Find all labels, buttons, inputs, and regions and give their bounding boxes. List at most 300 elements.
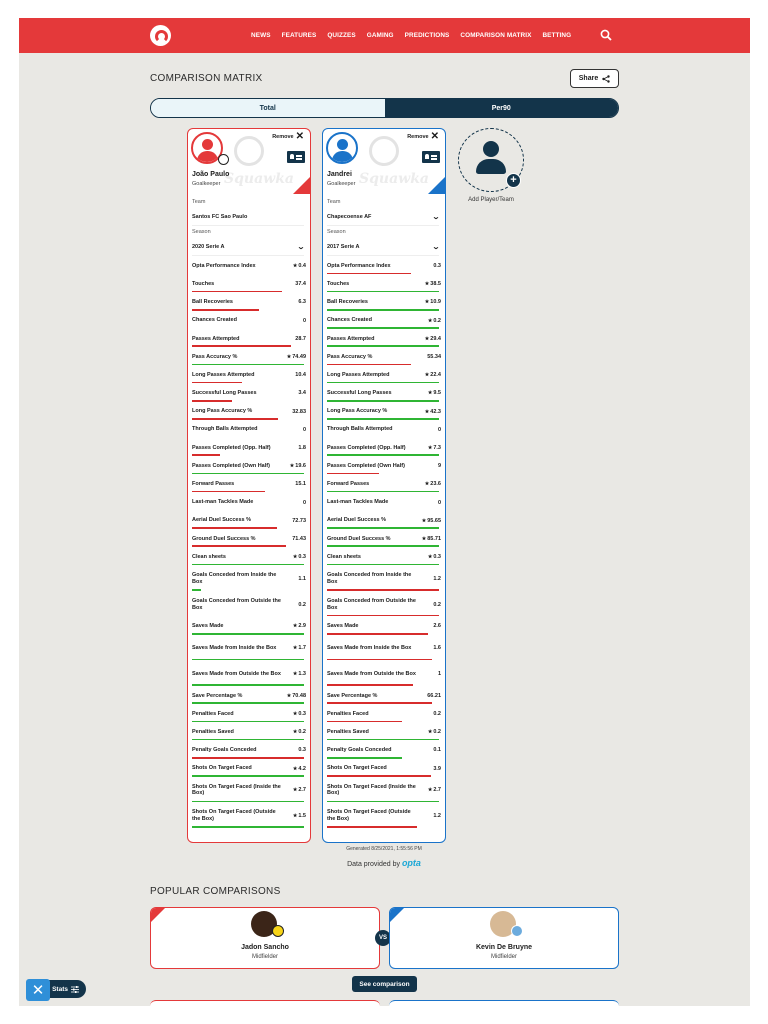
stat-value xyxy=(428,318,441,324)
stat-value xyxy=(293,787,306,793)
club-badge-icon xyxy=(272,925,284,937)
stat-label: Saves Made xyxy=(192,623,224,630)
watermark-logo-icon xyxy=(234,136,264,166)
stat-value xyxy=(298,576,306,582)
stat-value xyxy=(292,518,306,524)
stat-value-text: 1 xyxy=(437,670,441,677)
stat-row xyxy=(323,705,445,723)
stat-label: Long Passes Attempted xyxy=(327,371,390,378)
star-icon: ★ xyxy=(427,787,433,794)
stat-value-text: 4.2 xyxy=(298,765,306,772)
stat-value xyxy=(422,536,441,542)
watermark: Squawka xyxy=(359,171,429,187)
stat-value xyxy=(438,427,441,433)
stat-value-text: 1.6 xyxy=(433,645,441,652)
stat-label: Through Balls Attempted xyxy=(327,426,393,433)
stat-value-text: 9 xyxy=(437,463,441,470)
stat-value-text: 70.48 xyxy=(292,692,306,699)
nav-betting[interactable]: BETTING xyxy=(542,32,572,39)
stats-widget-label: Stats xyxy=(52,985,68,993)
stat-row xyxy=(323,760,445,778)
stat-row xyxy=(188,384,310,402)
stat-value xyxy=(292,536,306,542)
next-popular-card-right xyxy=(389,1000,619,1006)
star-icon: ★ xyxy=(292,670,298,677)
stat-label: Passes Completed (Own Half) xyxy=(192,462,270,469)
player-card-header xyxy=(323,129,445,196)
squawka-logo[interactable] xyxy=(150,25,171,46)
share-label: Share xyxy=(578,75,599,82)
stat-value-text: 22.4 xyxy=(430,372,441,379)
stat-value xyxy=(293,554,306,560)
stat-bar xyxy=(192,757,304,759)
stat-row xyxy=(188,566,310,592)
stat-bar xyxy=(327,801,439,803)
stat-row xyxy=(323,384,445,402)
stat-row xyxy=(323,778,445,804)
star-icon: ★ xyxy=(421,535,427,542)
stat-bar xyxy=(327,309,439,311)
popular-comparisons-title: POPULAR COMPARISONS xyxy=(150,886,281,897)
stat-bar xyxy=(192,454,220,456)
team-select[interactable] xyxy=(327,208,439,226)
stat-value xyxy=(303,500,306,506)
stat-label: Long Pass Accuracy % xyxy=(192,408,253,415)
stat-value-text: 1.2 xyxy=(433,813,441,820)
popular-player-card-left[interactable] xyxy=(150,907,380,969)
stat-value-text: 2.7 xyxy=(433,787,441,794)
star-icon: ★ xyxy=(427,554,433,561)
stat-value-text: 0.3 xyxy=(298,554,306,561)
stat-value-text: 1.5 xyxy=(298,813,306,820)
stat-row xyxy=(323,312,445,330)
stat-row xyxy=(188,475,310,493)
stat-row xyxy=(188,257,310,275)
stat-bar xyxy=(192,684,304,686)
stat-bar xyxy=(192,491,265,493)
stat-value xyxy=(298,299,306,305)
stat-row xyxy=(323,512,445,530)
stat-value xyxy=(425,481,441,487)
stat-label: Ball Recoveries xyxy=(192,299,233,306)
page xyxy=(19,18,750,1006)
player-name: João Paulo xyxy=(192,171,230,178)
stat-value xyxy=(422,518,441,524)
stat-bar xyxy=(192,309,259,311)
opta-logo: opta xyxy=(401,858,421,868)
star-icon: ★ xyxy=(424,372,430,379)
plus-icon: + xyxy=(506,173,521,188)
stat-bar xyxy=(327,775,431,777)
nav-quizzes[interactable]: QUIZZES xyxy=(327,32,356,39)
stat-row xyxy=(188,778,310,804)
stat-value-text: 10.9 xyxy=(430,299,441,306)
stat-value xyxy=(433,747,441,753)
stat-value-text: 1.3 xyxy=(298,670,306,677)
stat-label: Chances Created xyxy=(192,317,237,324)
stat-bar xyxy=(192,659,304,661)
stat-label: Saves Made from Outside the Box xyxy=(327,670,416,677)
stat-label: Opta Performance Index xyxy=(327,262,391,269)
stat-label: Forward Passes xyxy=(327,481,370,488)
stat-bar xyxy=(327,273,411,275)
chevron-down-icon: ⌄ xyxy=(431,213,441,221)
season-label: Season xyxy=(327,229,346,235)
stat-value xyxy=(293,766,306,772)
stat-label: Long Passes Attempted xyxy=(192,371,255,378)
id-card-icon[interactable] xyxy=(287,151,305,163)
stat-value-text: 0.2 xyxy=(433,317,441,324)
add-player-label: Add Player/Team xyxy=(468,197,514,203)
star-icon: ★ xyxy=(292,554,298,561)
stat-list xyxy=(323,257,445,829)
stat-value-text: 0.2 xyxy=(298,601,306,608)
stat-row xyxy=(188,548,310,566)
stat-value xyxy=(428,729,441,735)
player-position: Goalkeeper xyxy=(192,181,221,187)
star-icon: ★ xyxy=(424,481,430,488)
stat-value-text: 37.4 xyxy=(295,281,306,288)
stat-value xyxy=(298,445,306,451)
stat-value-text: 3.4 xyxy=(298,390,306,397)
star-icon: ★ xyxy=(292,729,298,736)
stat-value-text: 1.2 xyxy=(433,575,441,582)
team-select[interactable] xyxy=(192,208,304,226)
stat-row xyxy=(323,257,445,275)
popular-player-position: Midfielder xyxy=(490,954,517,960)
stat-bar xyxy=(192,473,304,475)
remove-label: Remove xyxy=(272,134,294,140)
stat-value xyxy=(433,711,441,717)
star-icon: ★ xyxy=(427,317,433,324)
stat-value xyxy=(433,813,441,819)
stat-row xyxy=(323,661,445,687)
stat-label: Penalty Goals Conceded xyxy=(327,747,392,754)
stat-value xyxy=(438,671,441,677)
stat-value xyxy=(295,281,306,287)
star-icon: ★ xyxy=(424,281,430,288)
stat-bar xyxy=(327,545,439,547)
stat-row xyxy=(323,741,445,759)
popular-player-name: Kevin De Bruyne xyxy=(475,944,533,951)
stat-row xyxy=(188,741,310,759)
stat-value-text: 0.3 xyxy=(298,711,306,718)
stat-bar xyxy=(192,633,304,635)
stat-value-text: 0.4 xyxy=(298,263,306,270)
stat-value-text: 95.65 xyxy=(427,517,441,524)
stat-value-text: 7.3 xyxy=(433,444,441,451)
stat-value xyxy=(293,645,306,651)
stat-label: Goals Conceded from Inside the Box xyxy=(327,572,412,585)
stat-label: Penalties Faced xyxy=(192,710,234,717)
nav-features[interactable]: FEATURES xyxy=(281,32,317,39)
stat-value xyxy=(298,747,306,753)
star-icon: ★ xyxy=(292,711,298,718)
stat-label: Goals Conceded from Inside the Box xyxy=(192,572,277,585)
see-comparison-button[interactable]: See comparison xyxy=(352,976,417,992)
nav-news[interactable]: NEWS xyxy=(251,32,271,39)
season-select[interactable] xyxy=(192,238,304,256)
season-value: 2017 Serie A xyxy=(327,243,360,250)
stat-value-text: 0.2 xyxy=(433,711,441,718)
close-icon: ✕ xyxy=(430,131,439,142)
stat-value xyxy=(433,645,441,651)
stat-bar xyxy=(192,739,304,741)
stat-value-text: 15.1 xyxy=(295,481,306,488)
player-card xyxy=(322,128,446,843)
stat-bar xyxy=(327,615,439,617)
stat-label: Penalties Saved xyxy=(192,728,234,735)
stat-label: Opta Performance Index xyxy=(192,262,256,269)
stat-bar xyxy=(192,801,304,803)
stat-row xyxy=(188,293,310,311)
stat-bar xyxy=(192,345,291,347)
stat-row xyxy=(323,636,445,662)
stat-row xyxy=(188,439,310,457)
stat-label: Ground Duel Success % xyxy=(192,535,256,542)
close-widget-button[interactable] xyxy=(26,979,50,1001)
remove-player-button[interactable] xyxy=(272,133,304,141)
club-badge-icon xyxy=(511,925,523,937)
stat-row xyxy=(188,530,310,548)
stat-value-text: 28.7 xyxy=(295,335,306,342)
stat-row xyxy=(323,493,445,511)
total-per90-toggle xyxy=(150,98,619,118)
stat-bar xyxy=(192,564,304,566)
stat-row xyxy=(188,636,310,662)
stat-row xyxy=(323,530,445,548)
stat-value-text: 9.5 xyxy=(433,390,441,397)
stat-label: Aerial Duel Success % xyxy=(327,517,387,524)
generated-timestamp: Generated 8/25/2021, 1:55:56 PM xyxy=(346,846,422,852)
stat-value xyxy=(298,602,306,608)
player-card xyxy=(187,128,311,843)
stat-value xyxy=(425,409,441,415)
stat-value xyxy=(438,463,441,469)
stat-row xyxy=(323,475,445,493)
stat-bar xyxy=(327,721,402,723)
stat-value xyxy=(293,623,306,629)
nav-gaming[interactable]: GAMING xyxy=(366,32,394,39)
stat-bar xyxy=(327,418,439,420)
stat-label: Passes Attempted xyxy=(327,335,375,342)
stat-bar xyxy=(192,775,304,777)
card-corner-accent xyxy=(428,177,445,194)
stat-bar xyxy=(327,382,439,384)
page-title: COMPARISON MATRIX xyxy=(150,73,263,84)
card-corner-accent xyxy=(293,177,310,194)
stat-value xyxy=(425,336,441,342)
stat-row xyxy=(188,723,310,741)
stat-value xyxy=(293,711,306,717)
search-icon[interactable] xyxy=(600,29,612,41)
popular-player-position: Midfielder xyxy=(251,954,278,960)
star-icon: ★ xyxy=(427,729,433,736)
stat-bar xyxy=(327,757,402,759)
vs-badge: VS xyxy=(375,930,391,946)
stat-row xyxy=(188,661,310,687)
stat-value-text: 71.43 xyxy=(292,535,306,542)
main-nav xyxy=(251,18,582,53)
id-card-icon[interactable] xyxy=(422,151,440,163)
stat-value xyxy=(290,463,306,469)
stat-row xyxy=(323,592,445,618)
star-icon: ★ xyxy=(424,408,430,415)
player-card-header xyxy=(188,129,310,196)
stat-value-text: 0.2 xyxy=(298,729,306,736)
stat-bar xyxy=(327,291,439,293)
stat-value xyxy=(295,336,306,342)
stat-value-text: 55.34 xyxy=(427,354,441,361)
stat-bar xyxy=(192,545,286,547)
stat-value-text: 0 xyxy=(302,317,306,324)
stat-bar xyxy=(327,659,432,661)
stat-label: Penalty Goals Conceded xyxy=(192,747,257,754)
team-value: Santos FC Sao Paulo xyxy=(192,213,248,220)
stat-row xyxy=(188,348,310,366)
stat-label: Long Pass Accuracy % xyxy=(327,408,388,415)
sliders-icon xyxy=(71,986,79,993)
stat-row xyxy=(323,439,445,457)
stat-value-text: 0 xyxy=(437,426,441,433)
stat-row xyxy=(188,493,310,511)
stat-bar xyxy=(327,400,439,402)
stat-bar xyxy=(327,739,439,741)
season-value: 2020 Serie A xyxy=(192,243,225,250)
watermark-logo-icon xyxy=(369,136,399,166)
stat-label: Shots On Target Faced xyxy=(192,765,252,772)
stat-row xyxy=(323,275,445,293)
stat-label: Penalties Saved xyxy=(327,728,369,735)
close-icon: ✕ xyxy=(31,982,45,999)
stat-value xyxy=(425,281,441,287)
star-icon: ★ xyxy=(292,623,298,630)
watermark: Squawka xyxy=(224,171,294,187)
stat-label: Aerial Duel Success % xyxy=(192,517,252,524)
top-nav-bar xyxy=(19,18,750,53)
stat-bar xyxy=(327,327,439,329)
stat-value-text: 0 xyxy=(437,499,441,506)
stat-row xyxy=(323,723,445,741)
stat-value xyxy=(433,623,441,629)
club-badge-icon xyxy=(218,154,229,165)
popular-player-card-right[interactable] xyxy=(389,907,619,969)
stat-value xyxy=(287,693,306,699)
stat-row xyxy=(323,803,445,829)
stat-row xyxy=(188,457,310,475)
stat-bar xyxy=(192,527,277,529)
share-button[interactable] xyxy=(570,69,619,88)
stat-bar xyxy=(192,364,304,366)
stat-row xyxy=(188,421,310,439)
stat-value xyxy=(433,602,441,608)
stat-row xyxy=(188,330,310,348)
chevron-down-icon: ⌄ xyxy=(431,243,441,251)
stat-label: Ground Duel Success % xyxy=(327,535,391,542)
star-icon: ★ xyxy=(424,299,430,306)
provided-label: Data provided by xyxy=(347,861,400,868)
stat-value-text: 2.7 xyxy=(298,787,306,794)
stat-bar xyxy=(327,527,439,529)
stat-row xyxy=(323,330,445,348)
stat-label: Saves Made from Inside the Box xyxy=(327,645,412,652)
stat-value-text: 0.3 xyxy=(298,747,306,754)
stat-bar xyxy=(192,702,304,704)
stat-row xyxy=(188,275,310,293)
tab-total[interactable]: Total xyxy=(151,99,385,117)
stat-value-text: 0.2 xyxy=(433,601,441,608)
nav-predictions[interactable]: PREDICTIONS xyxy=(404,32,450,39)
stat-label: Shots On Target Faced (Outside the Box) xyxy=(327,809,411,823)
stat-value xyxy=(287,354,306,360)
star-icon: ★ xyxy=(286,354,292,361)
add-player-button[interactable] xyxy=(458,128,524,192)
stat-bar xyxy=(327,454,439,456)
stat-bar xyxy=(327,684,413,686)
stat-row xyxy=(188,403,310,421)
stat-row xyxy=(188,760,310,778)
star-icon: ★ xyxy=(421,517,427,524)
stat-label: Touches xyxy=(192,280,215,287)
stat-label: Touches xyxy=(327,280,350,287)
stat-bar xyxy=(327,564,439,566)
stat-value xyxy=(428,554,441,560)
stat-label: Goals Conceded from Outside the Box xyxy=(327,597,416,611)
stat-row xyxy=(323,366,445,384)
stat-value-text: 1.7 xyxy=(298,645,306,652)
chevron-down-icon: ⌄ xyxy=(296,243,306,251)
remove-player-button[interactable] xyxy=(407,133,439,141)
stat-label: Last-man Tackles Made xyxy=(192,499,254,506)
nav-comparison-matrix[interactable]: COMPARISON MATRIX xyxy=(460,32,532,39)
stat-label: Passes Completed (Opp. Half) xyxy=(192,444,271,451)
stat-row xyxy=(188,366,310,384)
stat-bar xyxy=(192,418,278,420)
stat-value-text: 2.6 xyxy=(433,623,441,630)
star-icon: ★ xyxy=(286,692,292,699)
stat-label: Clean sheets xyxy=(327,553,361,560)
stat-row xyxy=(188,592,310,618)
stat-label: Last-man Tackles Made xyxy=(327,499,389,506)
stat-value-text: 0.3 xyxy=(433,554,441,561)
stat-label: Successful Long Passes xyxy=(192,390,257,397)
stat-row xyxy=(188,705,310,723)
stat-label: Saves Made xyxy=(327,623,359,630)
stat-value-text: 38.5 xyxy=(430,281,441,288)
stat-label: Shots On Target Faced (Inside the Box) xyxy=(192,783,281,797)
stat-value-text: 23.6 xyxy=(430,481,441,488)
stat-label: Pass Accuracy % xyxy=(192,353,238,360)
stat-row xyxy=(323,548,445,566)
stat-row xyxy=(323,293,445,311)
stat-row xyxy=(323,403,445,421)
stat-label: Clean sheets xyxy=(192,553,226,560)
tab-per90[interactable]: Per90 xyxy=(385,99,619,117)
stat-label: Saves Made from Inside the Box xyxy=(192,645,277,652)
season-select[interactable] xyxy=(327,238,439,256)
stat-value-text: 85.71 xyxy=(427,535,441,542)
stat-row xyxy=(323,348,445,366)
next-popular-card-left xyxy=(150,1000,380,1006)
stat-bar xyxy=(327,702,432,704)
stat-value xyxy=(298,390,306,396)
stat-value-text: 66.21 xyxy=(427,692,441,699)
stat-value-text: 6.3 xyxy=(298,299,306,306)
stat-value xyxy=(428,390,441,396)
player-name: Jandrei xyxy=(327,171,352,178)
stat-list xyxy=(188,257,310,829)
stat-value-text: 3.9 xyxy=(433,765,441,772)
